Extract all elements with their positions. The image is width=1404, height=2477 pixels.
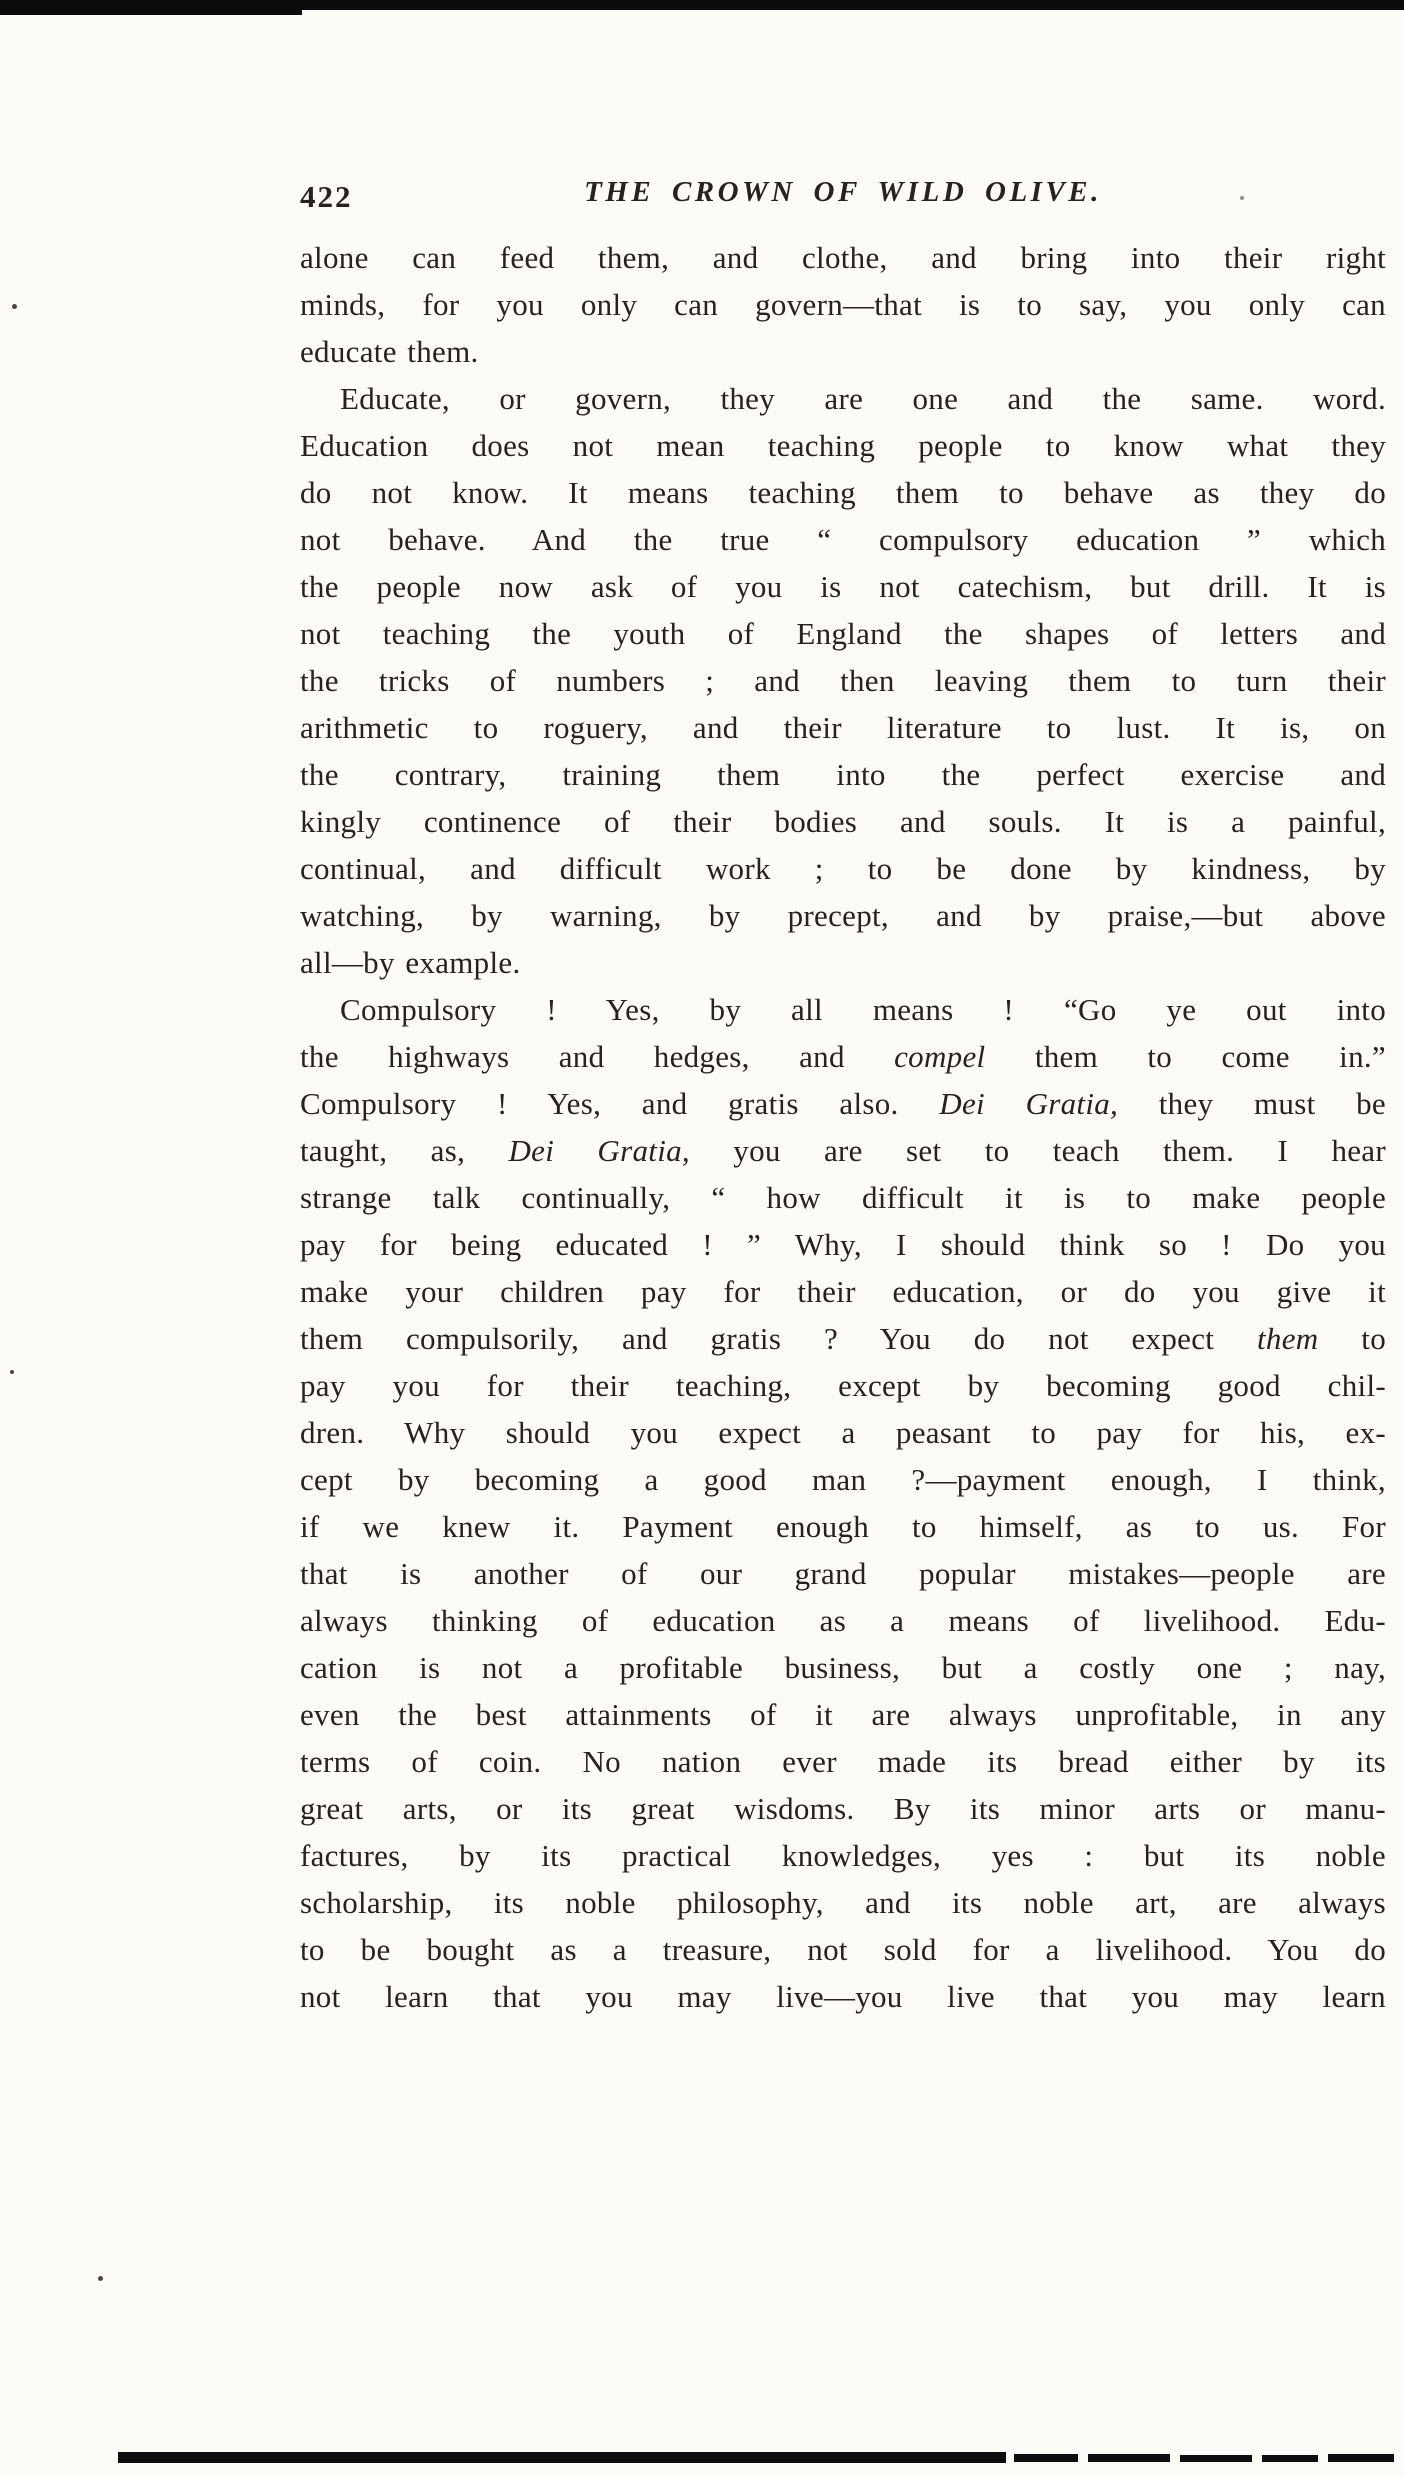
scan-bar-segment bbox=[1328, 2454, 1394, 2462]
text-line bbox=[300, 657, 1386, 704]
running-title: THE CROWN OF WILD OLIVE. bbox=[584, 176, 1102, 208]
text-segment: strange talk continually, “ how difficult it is to make people bbox=[300, 1180, 1386, 1215]
text-line bbox=[300, 422, 1386, 469]
text-line bbox=[300, 234, 1386, 281]
text-line bbox=[300, 1597, 1386, 1644]
paragraph bbox=[300, 234, 1386, 375]
text-segment: Educate, or govern, they are one and the same. word. bbox=[340, 381, 1386, 416]
scan-speck bbox=[12, 304, 17, 309]
text-line bbox=[300, 1174, 1386, 1221]
italic-text: Dei Gratia, bbox=[508, 1133, 690, 1168]
text-line bbox=[300, 1315, 1386, 1362]
text-segment: do not know. It means teaching them to behave as they do bbox=[300, 475, 1386, 510]
text-line bbox=[300, 1268, 1386, 1315]
text-segment: all—by example. bbox=[300, 945, 521, 980]
page-header bbox=[300, 176, 1386, 222]
scan-speck bbox=[98, 2276, 103, 2281]
text-segment: dren. Why should you expect a peasant to pay for his, ex- bbox=[300, 1415, 1386, 1450]
text-line bbox=[300, 1456, 1386, 1503]
text-line bbox=[300, 1221, 1386, 1268]
text-line bbox=[300, 516, 1386, 563]
text-line bbox=[300, 939, 1386, 986]
text-line bbox=[300, 751, 1386, 798]
text-segment: make your children pay for their education, or do you give it bbox=[300, 1274, 1386, 1309]
text-line bbox=[300, 1080, 1386, 1127]
text-segment: always thinking of education as a means of livelihood. Edu- bbox=[300, 1603, 1386, 1638]
text-line bbox=[300, 1738, 1386, 1785]
text-segment: continual, and difficult work ; to be done by kindness, by bbox=[300, 851, 1386, 886]
text-segment: not behave. And the true “ compulsory education ” which bbox=[300, 522, 1386, 557]
scan-speck bbox=[10, 1370, 14, 1374]
text-line bbox=[300, 798, 1386, 845]
text-segment: minds, for you only can govern—that is to say, you only can bbox=[300, 287, 1386, 322]
text-line bbox=[300, 1832, 1386, 1879]
text-segment: you are set to teach them. I hear bbox=[689, 1133, 1386, 1168]
text-line bbox=[300, 1926, 1386, 1973]
text-segment: kingly continence of their bodies and souls. It is a painful, bbox=[300, 804, 1386, 839]
text-line bbox=[300, 845, 1386, 892]
text-segment: if we knew it. Payment enough to himself, as to us. For bbox=[300, 1509, 1386, 1544]
text-line bbox=[300, 610, 1386, 657]
scan-bar-segment bbox=[1262, 2455, 1318, 2462]
text-segment: pay for being educated ! ” Why, I should think so ! Do you bbox=[300, 1227, 1386, 1262]
text-line bbox=[300, 1550, 1386, 1597]
scan-bar-segment bbox=[1014, 2454, 1078, 2462]
scan-artifact-top-bar-segment bbox=[0, 10, 302, 15]
text-line bbox=[300, 375, 1386, 422]
text-segment: educate them. bbox=[300, 334, 479, 369]
text-segment: cept by becoming a good man ?—payment enough, I think, bbox=[300, 1462, 1386, 1497]
text-line bbox=[300, 469, 1386, 516]
text-segment: the highways and hedges, and bbox=[300, 1039, 895, 1074]
text-segment: not learn that you may live—you live that you may learn bbox=[300, 1979, 1386, 2014]
text-segment: Compulsory ! Yes, by all means ! “Go ye out into bbox=[340, 992, 1386, 1027]
text-line bbox=[300, 1644, 1386, 1691]
text-segment: factures, by its practical knowledges, yes : but its noble bbox=[300, 1838, 1386, 1873]
text-segment: them compulsorily, and gratis ? You do not expect bbox=[300, 1321, 1257, 1356]
text-line bbox=[300, 281, 1386, 328]
text-line bbox=[300, 1879, 1386, 1926]
text-line bbox=[300, 1785, 1386, 1832]
text-segment: great arts, or its great wisdoms. By its minor arts or manu- bbox=[300, 1791, 1386, 1826]
page-number: 422 bbox=[300, 179, 353, 214]
text-segment: scholarship, its noble philosophy, and its noble art, are always bbox=[300, 1885, 1386, 1920]
text-segment: terms of coin. No nation ever made its bread either by its bbox=[300, 1744, 1386, 1779]
text-line bbox=[300, 1127, 1386, 1174]
text-line bbox=[300, 1973, 1386, 2020]
text-segment: even the best attainments of it are always unprofitable, in any bbox=[300, 1697, 1386, 1732]
text-line bbox=[300, 1362, 1386, 1409]
text-segment: cation is not a profitable business, but a costly one ; nay, bbox=[300, 1650, 1386, 1685]
scan-bar-segment bbox=[1180, 2455, 1252, 2462]
text-segment: the people now ask of you is not catechism, but drill. It is bbox=[300, 569, 1386, 604]
text-line bbox=[300, 1691, 1386, 1738]
italic-text: compel bbox=[894, 1039, 986, 1074]
text-line bbox=[300, 1503, 1386, 1550]
text-segment: the tricks of numbers ; and then leaving them to turn their bbox=[300, 663, 1386, 698]
text-line bbox=[300, 1033, 1386, 1080]
paragraph bbox=[300, 375, 1386, 986]
body-text bbox=[300, 234, 1386, 2020]
italic-text: Dei Gratia, bbox=[939, 1086, 1119, 1121]
text-segment: not teaching the youth of England the shapes of letters and bbox=[300, 616, 1386, 651]
scan-artifact-top-bar bbox=[0, 0, 1404, 10]
text-line bbox=[300, 1409, 1386, 1456]
text-segment: pay you for their teaching, except by becoming good chil- bbox=[300, 1368, 1386, 1403]
text-line bbox=[300, 563, 1386, 610]
text-line bbox=[300, 704, 1386, 751]
text-segment: them to come in.” bbox=[985, 1039, 1386, 1074]
scan-bar-segment bbox=[1088, 2454, 1170, 2462]
text-segment: to be bought as a treasure, not sold for a livelihood. You do bbox=[300, 1932, 1386, 1967]
text-segment: that is another of our grand popular mistakes—people are bbox=[300, 1556, 1386, 1591]
text-segment: the contrary, training them into the perfect exercise and bbox=[300, 757, 1386, 792]
text-line bbox=[300, 328, 1386, 375]
italic-text: them bbox=[1257, 1321, 1319, 1356]
text-segment: arithmetic to roguery, and their literature to lust. It is, on bbox=[300, 710, 1386, 745]
text-segment: Compulsory ! Yes, and gratis also. bbox=[300, 1086, 940, 1121]
scan-bar-segment bbox=[118, 2452, 1006, 2463]
text-segment: taught, as, bbox=[300, 1133, 509, 1168]
paragraph bbox=[300, 986, 1386, 2020]
text-segment: to bbox=[1318, 1321, 1386, 1356]
text-segment: Education does not mean teaching people to know what they bbox=[300, 428, 1386, 463]
text-segment: alone can feed them, and clothe, and bring into their right bbox=[300, 240, 1386, 275]
text-line bbox=[300, 986, 1386, 1033]
scan-speck bbox=[1240, 196, 1244, 200]
text-line bbox=[300, 892, 1386, 939]
text-segment: watching, by warning, by precept, and by praise,—but above bbox=[300, 898, 1386, 933]
text-segment: they must be bbox=[1118, 1086, 1386, 1121]
